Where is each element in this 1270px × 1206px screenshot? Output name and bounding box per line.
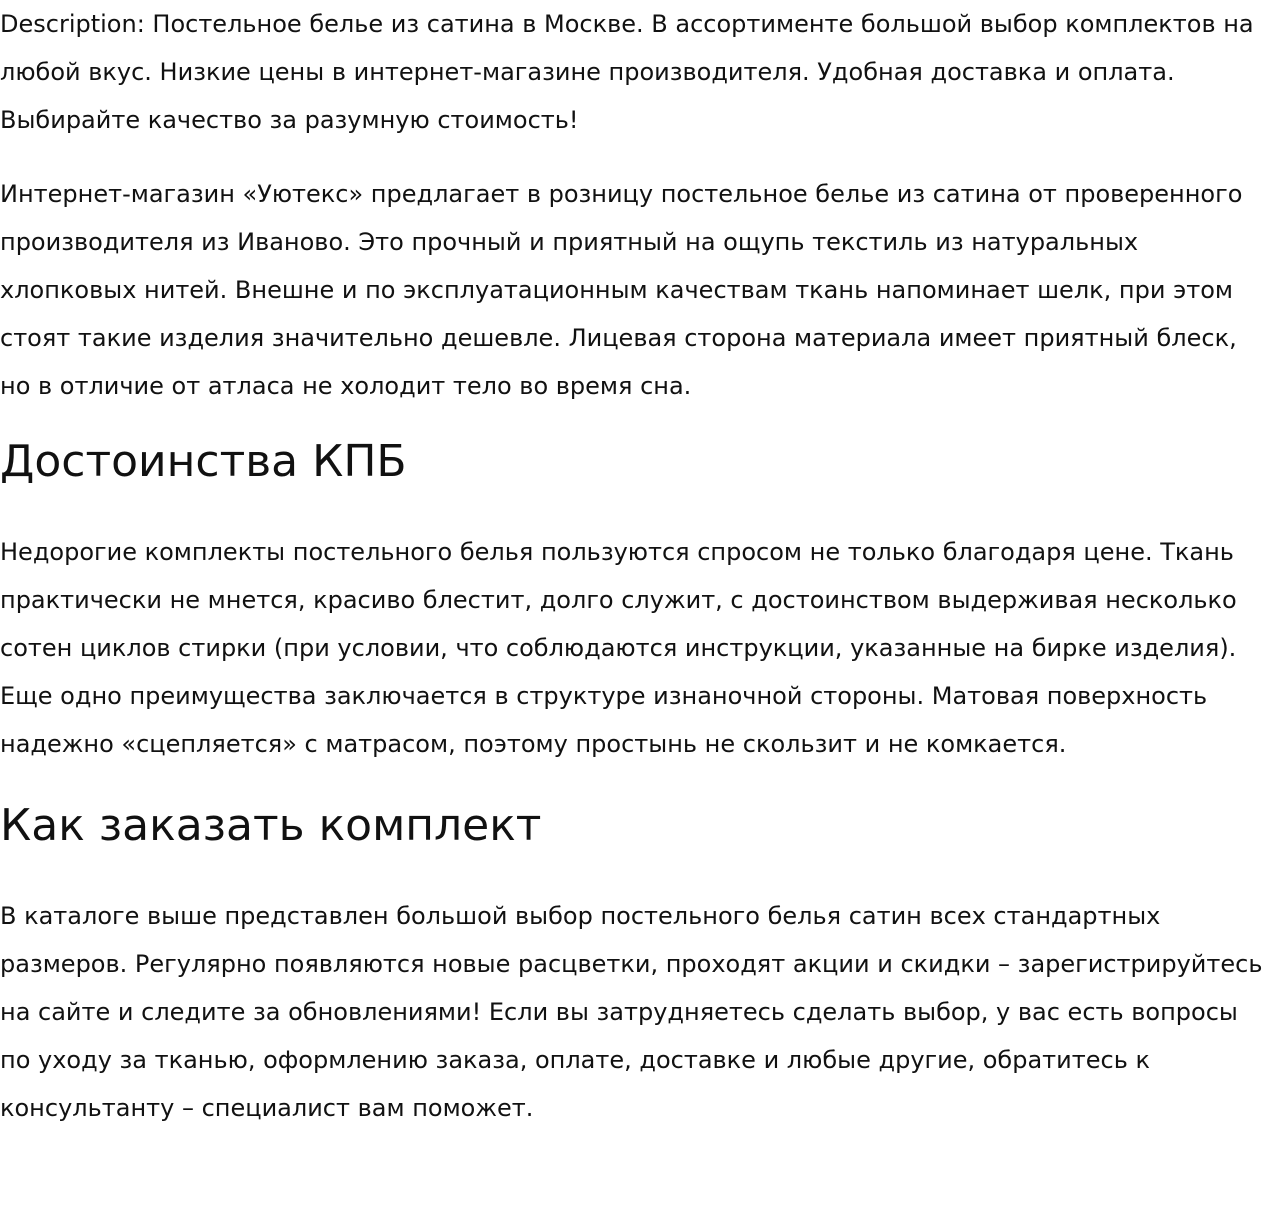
section-text-order: В каталоге выше представлен большой выбор постельного белья сатин всех стандартных размеров. Регулярно появляются новые расцветки, проходят акции и скидки – зарегистрируйтесь на сайте и следите за обновлениями! Если вы затрудняетесь сделать выбор, у вас есть вопросы по уходу за тканью, оформлению заказа, оплате, доставке и любые другие, обратитесь к консультанту – специалист вам поможет. bbox=[0, 902, 1263, 1122]
section-text-advantages: Недорогие комплекты постельного белья пользуются спросом не только благодаря цене. Ткань практически не мнется, красиво блестит, долго служит, с достоинством выдерживая несколько сотен циклов стирки (при условии, что соблюдаются инструкции, указанные на бирке изделия). Еще одно преимущества заключается в структуре изнаночной стороны. Матовая поверхность надежно «сцепляется» с матрасом, поэтому простынь не скользит и не комкается. bbox=[0, 538, 1237, 758]
meta-description: Description: Постельное белье из сатина в Москве. В ассортименте большой выбор комплектов на любой вкус. Низкие цены в интернет-магазине производителя. Удобная доставка и оплата. Выбирайте качество за разумную стоимость! bbox=[0, 10, 1254, 134]
section-heading-order: Как заказать комплект bbox=[0, 800, 542, 851]
section-heading-advantages: Достоинства КПБ bbox=[0, 436, 407, 487]
intro-paragraph: Интернет-магазин «Уютекс» предлагает в розницу постельное белье из сатина от проверенного производителя из Иваново. Это прочный и приятный на ощупь текстиль из натуральных хлопковых нитей. Внешне и по эксплуатационным качествам ткань напоминает шелк, при этом стоят такие изделия значительно дешевле. Лицевая сторона материала имеет приятный блеск, но в отличие от атласа не холодит тело во время сна. bbox=[0, 180, 1243, 400]
